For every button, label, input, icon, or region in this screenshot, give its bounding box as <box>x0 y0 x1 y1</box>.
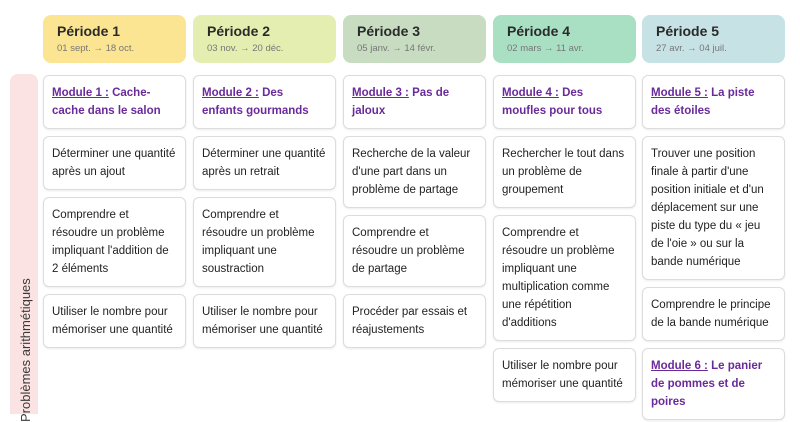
skill-card <box>493 215 636 341</box>
period-dates: 27 avr. → 04 juil. <box>656 43 727 54</box>
period-column-5 <box>642 15 785 420</box>
module-card[interactable] <box>493 75 636 129</box>
module-number-link[interactable]: Module 5 : <box>651 87 708 99</box>
skill-card <box>193 136 336 190</box>
module-number-link[interactable]: Module 3 : <box>352 87 409 99</box>
module-number-link[interactable]: Module 2 : <box>202 87 259 99</box>
period-column-4 <box>493 15 636 402</box>
skill-card <box>642 136 785 280</box>
module-number-link[interactable]: Module 6 : <box>651 360 708 372</box>
period-column-1 <box>43 15 186 348</box>
module-title[interactable]: Des enfants gourmands <box>202 87 309 117</box>
period-header <box>493 15 636 63</box>
module-title[interactable]: Cache-cache dans le salon <box>52 87 161 117</box>
period-header <box>642 15 785 63</box>
module-number-link[interactable]: Module 4 : <box>502 87 559 99</box>
module-card[interactable] <box>642 348 785 420</box>
period-title: Période 4 <box>507 23 571 39</box>
period-dates: 03 nov. → 20 déc. <box>207 43 284 54</box>
skill-text: Utiliser le nombre pour mémoriser une quantité <box>502 360 623 390</box>
period-title: Période 3 <box>357 23 421 39</box>
skill-card <box>43 136 186 190</box>
skill-card <box>493 348 636 402</box>
skill-text: Déterminer une quantité après un ajout <box>52 148 176 178</box>
skill-card <box>43 197 186 287</box>
skill-text: Utiliser le nombre pour mémoriser une quantité <box>52 306 173 336</box>
skill-text: Utiliser le nombre pour mémoriser une quantité <box>202 306 323 336</box>
skill-text: Comprendre et résoudre un problème de partage <box>352 227 465 275</box>
module-card[interactable] <box>43 75 186 129</box>
skill-card <box>343 136 486 208</box>
skill-text: Comprendre et résoudre un problème impliquant une soustraction <box>202 209 315 275</box>
skill-card <box>343 294 486 348</box>
period-column-2 <box>193 15 336 348</box>
skill-card <box>493 136 636 208</box>
module-card[interactable] <box>343 75 486 129</box>
row-label-text: Problèmes arithmétiques <box>18 278 33 422</box>
skill-card <box>193 294 336 348</box>
period-dates: 01 sept. → 18 oct. <box>57 43 135 54</box>
module-card[interactable] <box>193 75 336 129</box>
skill-text: Rechercher le tout dans un problème de groupement <box>502 148 625 196</box>
period-title: Période 1 <box>57 23 121 39</box>
skill-text: Trouver une position finale à partir d'une position initiale et d'un déplacement sur une piste du type du « jeu de l'oie » ou sur la bande numérique <box>651 148 764 268</box>
skill-card <box>343 215 486 287</box>
skill-text: Déterminer une quantité après un retrait <box>202 148 326 178</box>
skill-card <box>642 287 785 341</box>
module-title[interactable]: Des moufles pour tous <box>502 87 603 117</box>
skill-text: Procéder par essais et réajustements <box>352 306 468 336</box>
skill-text: Recherche de la valeur d'une part dans un problème de partage <box>352 148 471 196</box>
module-title[interactable]: La piste des étoiles <box>651 87 755 117</box>
skill-text: Comprendre et résoudre un problème impliquant une multiplication comme une répétition d'additions <box>502 227 615 329</box>
period-dates: 02 mars → 11 avr. <box>507 43 584 54</box>
row-label <box>10 74 38 422</box>
module-card[interactable] <box>642 75 785 129</box>
skill-text: Comprendre et résoudre un problème impliquant l'addition de 2 éléments <box>52 209 169 275</box>
period-title: Période 5 <box>656 23 720 39</box>
period-header <box>193 15 336 63</box>
skill-card <box>43 294 186 348</box>
skill-card <box>193 197 336 287</box>
module-title[interactable]: Le panier de pommes et de poires <box>651 360 763 408</box>
period-header <box>343 15 486 63</box>
period-column-3 <box>343 15 486 348</box>
skill-text: Comprendre le principe de la bande numérique <box>651 299 771 329</box>
period-title: Période 2 <box>207 23 271 39</box>
module-title[interactable]: Pas de jaloux <box>352 87 450 117</box>
period-header <box>43 15 186 63</box>
period-dates: 05 janv. → 14 févr. <box>357 43 436 54</box>
module-number-link[interactable]: Module 1 : <box>52 87 109 99</box>
